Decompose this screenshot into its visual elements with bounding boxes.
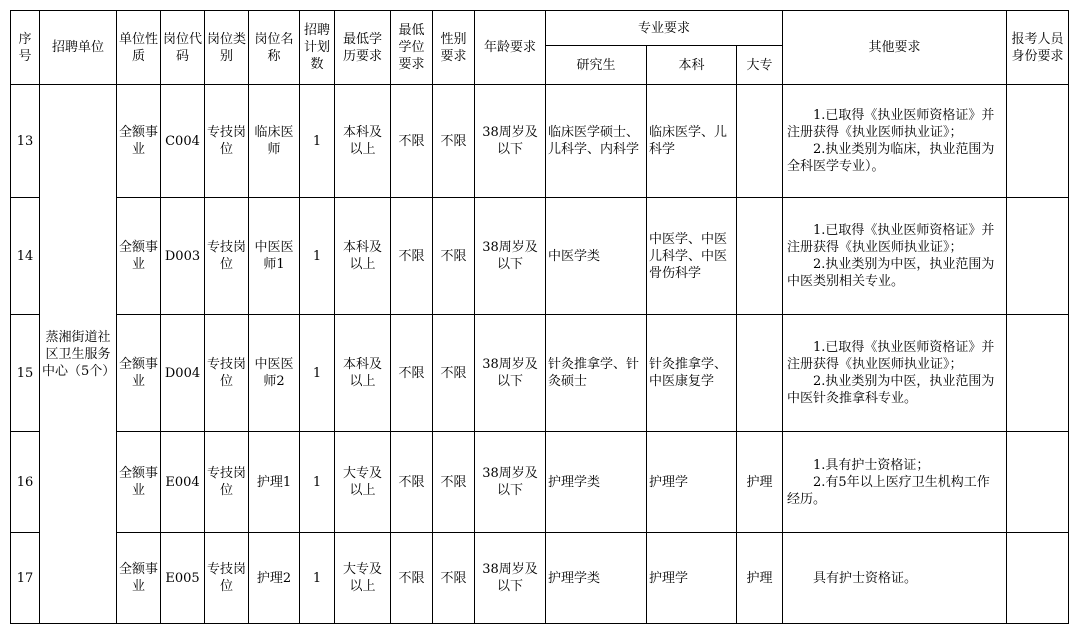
cell-code: D004: [161, 315, 205, 432]
other-line: 1.具有护士资格证；: [813, 457, 930, 473]
cell-age: 38周岁及以下: [475, 432, 546, 533]
cell-seq: 17: [11, 533, 40, 624]
cell-age: 38周岁及以下: [475, 533, 546, 624]
cell-edu: 本科及以上: [335, 85, 391, 198]
cell-bachelor: 临床医学、儿科学: [647, 85, 737, 198]
header-gender: 性别要求: [433, 11, 475, 85]
cell-identity: [1007, 85, 1069, 198]
header-unit: 招聘单位: [40, 11, 117, 85]
cell-other: [783, 432, 1007, 533]
cell-bachelor: 护理学: [647, 533, 737, 624]
cell-edu: 大专及以上: [335, 432, 391, 533]
cell-plan: 1: [300, 315, 335, 432]
cell-category: 专技岗位: [205, 533, 249, 624]
cell-degree: 不限: [391, 315, 433, 432]
cell-age: 38周岁及以下: [475, 85, 546, 198]
header-college: 大专: [737, 46, 783, 85]
other-line: 1.已取得《执业医师资格证》并注册获得《执业医师执业证》；: [787, 223, 995, 255]
cell-name: 中医医师1: [249, 198, 300, 315]
cell-edu: 大专及以上: [335, 533, 391, 624]
other-line: 具有护士资格证。: [813, 570, 918, 586]
cell-college: 护理: [737, 533, 783, 624]
cell-edu: 本科及以上: [335, 198, 391, 315]
header-row: [11, 11, 1069, 46]
cell-nature: 全额事业: [117, 432, 161, 533]
cell-code: E005: [161, 533, 205, 624]
table-row: [11, 85, 1069, 198]
header-grad: 研究生: [546, 46, 647, 85]
cell-age: 38周岁及以下: [475, 315, 546, 432]
other-line: 2.执业类别为临床，执业范围为全科医学专业）。: [787, 142, 995, 174]
cell-grad: 针灸推拿学、针灸硕士: [546, 315, 647, 432]
cell-grad: 临床医学硕士、儿科学、内科学: [546, 85, 647, 198]
header-bachelor: 本科: [647, 46, 737, 85]
recruitment-table-container: [10, 10, 1069, 624]
cell-college: [737, 315, 783, 432]
table-row: [11, 533, 1069, 624]
cell-code: E004: [161, 432, 205, 533]
header-age: 年龄要求: [475, 11, 546, 85]
cell-name: 护理1: [249, 432, 300, 533]
cell-unit-name: 蒸湘街道社区卫生服务中心（5个）: [40, 85, 117, 624]
cell-gender: 不限: [433, 198, 475, 315]
cell-degree: 不限: [391, 533, 433, 624]
cell-seq: 15: [11, 315, 40, 432]
cell-degree: 不限: [391, 432, 433, 533]
cell-nature: 全额事业: [117, 85, 161, 198]
cell-plan: 1: [300, 198, 335, 315]
cell-identity: [1007, 533, 1069, 624]
header-major: 专业要求: [546, 11, 783, 46]
cell-code: C004: [161, 85, 205, 198]
cell-identity: [1007, 315, 1069, 432]
cell-seq: 13: [11, 85, 40, 198]
other-line: 1.已取得《执业医师资格证》并注册获得《执业医师执业证》；: [787, 108, 995, 140]
recruitment-table: [10, 10, 1069, 624]
header-plan: 招聘计划数: [300, 11, 335, 85]
cell-category: 专技岗位: [205, 85, 249, 198]
cell-age: 38周岁及以下: [475, 198, 546, 315]
cell-bachelor: 针灸推拿学、中医康复学: [647, 315, 737, 432]
header-other: 其他要求: [783, 11, 1007, 85]
cell-seq: 14: [11, 198, 40, 315]
cell-other: [783, 533, 1007, 624]
cell-name: 临床医师: [249, 85, 300, 198]
cell-nature: 全额事业: [117, 533, 161, 624]
cell-nature: 全额事业: [117, 198, 161, 315]
cell-identity: [1007, 198, 1069, 315]
table-row: [11, 432, 1069, 533]
cell-gender: 不限: [433, 533, 475, 624]
cell-plan: 1: [300, 432, 335, 533]
cell-bachelor: 护理学: [647, 432, 737, 533]
cell-other: [783, 315, 1007, 432]
header-category: 岗位类别: [205, 11, 249, 85]
other-line: 2.执业类别为中医，执业范围为中医针灸推拿科专业。: [787, 374, 995, 406]
other-line: 2.有5年以上医疗卫生机构工作经历。: [787, 474, 990, 507]
cell-seq: 16: [11, 432, 40, 533]
cell-category: 专技岗位: [205, 198, 249, 315]
cell-category: 专技岗位: [205, 432, 249, 533]
cell-gender: 不限: [433, 432, 475, 533]
cell-grad: 护理学类: [546, 432, 647, 533]
cell-college: [737, 85, 783, 198]
cell-category: 专技岗位: [205, 315, 249, 432]
cell-other: [783, 85, 1007, 198]
cell-identity: [1007, 432, 1069, 533]
cell-gender: 不限: [433, 85, 475, 198]
cell-name: 中医医师2: [249, 315, 300, 432]
cell-degree: 不限: [391, 198, 433, 315]
cell-grad: 护理学类: [546, 533, 647, 624]
cell-plan: 1: [300, 85, 335, 198]
header-degree: 最低学位要求: [391, 11, 433, 85]
header-seq: 序号: [11, 11, 40, 85]
cell-bachelor: 中医学、中医儿科学、中医骨伤科学: [647, 198, 737, 315]
header-nature: 单位性质: [117, 11, 161, 85]
header-identity: 报考人员身份要求: [1007, 11, 1069, 85]
cell-grad: 中医学类: [546, 198, 647, 315]
cell-plan: 1: [300, 533, 335, 624]
cell-college: [737, 198, 783, 315]
cell-college: 护理: [737, 432, 783, 533]
cell-degree: 不限: [391, 85, 433, 198]
cell-edu: 本科及以上: [335, 315, 391, 432]
cell-gender: 不限: [433, 315, 475, 432]
table-row: [11, 315, 1069, 432]
header-name: 岗位名称: [249, 11, 300, 85]
cell-name: 护理2: [249, 533, 300, 624]
other-line: 2.执业类别为中医，执业范围为中医类别相关专业。: [787, 257, 995, 289]
table-row: [11, 198, 1069, 315]
cell-nature: 全额事业: [117, 315, 161, 432]
header-edu: 最低学历要求: [335, 11, 391, 85]
header-code: 岗位代码: [161, 11, 205, 85]
other-line: 1.已取得《执业医师资格证》并注册获得《执业医师执业证》；: [787, 340, 995, 372]
cell-code: D003: [161, 198, 205, 315]
cell-other: [783, 198, 1007, 315]
